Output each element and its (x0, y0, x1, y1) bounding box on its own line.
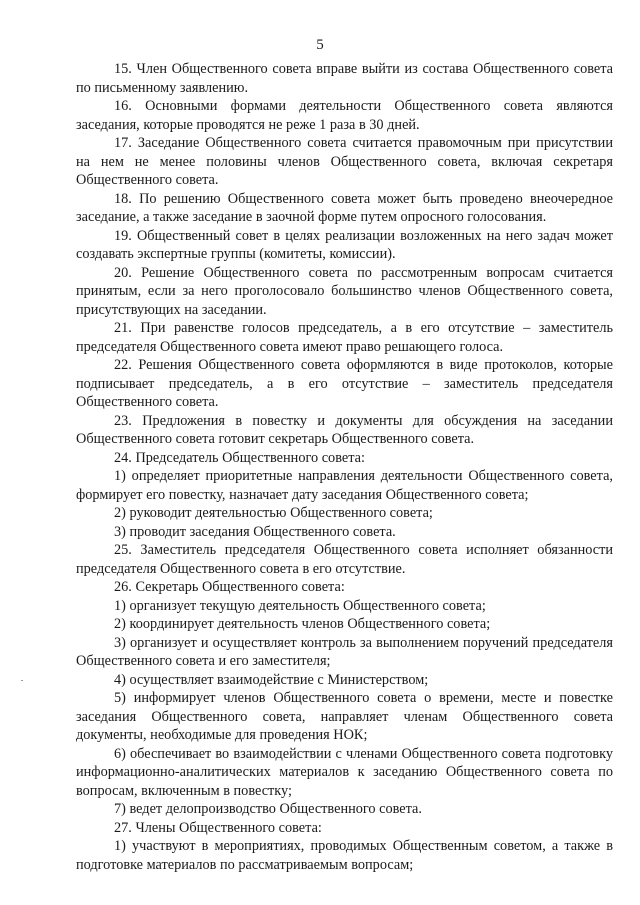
paragraph-24: 24. Председатель Общественного совета: (114, 449, 365, 466)
document-body (76, 60, 613, 874)
paragraph-27-item-1: 1) участвуют в мероприятиях, проводимых Общественным советом, а также в подготовке материалов по рассматриваемым вопросам; (76, 838, 613, 873)
paragraph-24-item-3: 3) проводит заседания Общественного совета. (114, 523, 396, 540)
paragraph-26-item-3: 3) организует и осуществляет контроль за выполнением поручений председателя Общественного совета и его заместителя; (76, 634, 613, 669)
paragraph-21: 21. При равенстве голосов председатель, а в его отсутствие – заместитель председателя Общественного совета имеют право решающего голоса. (76, 320, 613, 355)
scan-artifact (21, 680, 23, 681)
paragraph-22: 22. Решения Общественного совета оформляются в виде протоколов, которые подписывает председатель, а в его отсутствие – заместитель председателя Общественного совета. (76, 357, 613, 410)
paragraph-27: 27. Члены Общественного совета: (114, 819, 322, 836)
paragraph-26-item-6: 6) обеспечивает во взаимодействии с членами Общественного совета подготовку информационно-аналитических материалов к заседанию Общественного совета по вопросам, включенным в повестку; (76, 745, 613, 799)
paragraph-18: 18. По решению Общественного совета может быть проведено внеочередное заседание, а также заседание в заочной форме путем опросного голосования. (76, 190, 613, 225)
paragraph-24-item-2: 2) руководит деятельностью Общественного совета; (114, 505, 433, 521)
paragraph-25: 25. Заместитель председателя Общественного совета исполняет обязанности председателя Общественного совета в его отсутствие. (76, 542, 613, 577)
paragraph-26: 26. Секретарь Общественного совета: (114, 579, 345, 595)
paragraph-26-item-4: 4) осуществляет взаимодействие с Министерством; (114, 671, 429, 688)
paragraph-26-item-7: 7) ведет делопроизводство Общественного совета. (114, 801, 422, 817)
paragraph-15: 15. Член Общественного совета вправе выйти из состава Общественного совета по письменному заявлению. (76, 61, 613, 96)
paragraph-19: 19. Общественный совет в целях реализации возложенных на него задач может создавать экспертные группы (комитеты, комиссии). (76, 227, 613, 262)
paragraph-26-item-5: 5) информирует членов Общественного совета о времени, месте и повестке заседания Общественного совета, направляет членам Общественного совета документы, необходимые для проведения НОК; (76, 690, 613, 743)
page-number: 5 (316, 37, 324, 53)
paragraph-26-item-2: 2) координирует деятельность членов Общественного совета; (114, 616, 491, 632)
paragraph-17: 17. Заседание Общественного совета считается правомочным при присутствии на нем не менее половины членов Общественного совета, включая секретаря Общественного совета. (76, 135, 613, 188)
paragraph-24-item-1: 1) определяет приоритетные направления деятельности Общественного совета, формирует его повестку, назначает дату заседания Общественного совета; (76, 468, 613, 503)
paragraph-20: 20. Решение Общественного совета по рассмотренным вопросам считается принятым, если за него проголосовало большинство членов Общественного совета, присутствующих на заседании. (76, 264, 613, 318)
paragraph-26-item-1: 1) организует текущую деятельность Общественного совета; (114, 597, 486, 614)
paragraph-23: 23. Предложения в повестку и документы для обсуждения на заседании Общественного совета готовит секретарь Общественного совета. (76, 412, 613, 447)
paragraph-16: 16. Основными формами деятельности Общественного совета являются заседания, которые проводятся не реже 1 раза в 30 дней. (76, 98, 613, 133)
